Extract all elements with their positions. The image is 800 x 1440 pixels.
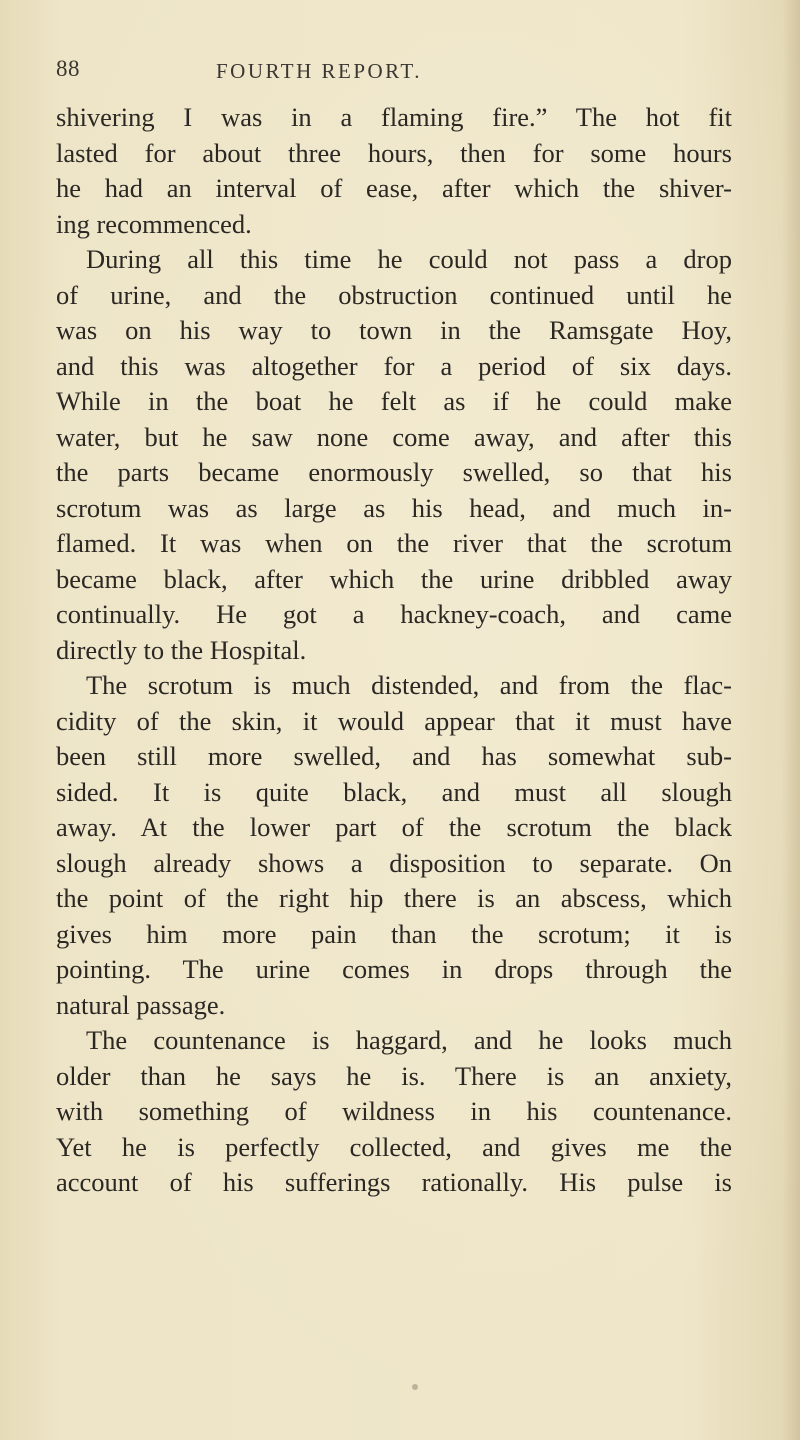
text-line: away. At the lower part of the scrotum the black bbox=[56, 812, 732, 842]
text-line: natural passage. bbox=[56, 989, 226, 1020]
page-number: 88 bbox=[56, 56, 80, 81]
text-line: pointing. The urine comes in drops through the bbox=[56, 954, 732, 984]
text-line: was on his way to town in the Ramsgate Hoy, bbox=[56, 315, 732, 345]
text-line: with something of wildness in his countenance. bbox=[56, 1096, 732, 1126]
text-line: shivering I was in a flaming fire.” The hot fit bbox=[56, 102, 732, 132]
text-line: of urine, and the obstruction continued until he bbox=[56, 279, 732, 310]
text-line: sided. It is quite black, and must all slough bbox=[56, 776, 732, 807]
text-line: ing recommenced. bbox=[56, 208, 252, 239]
text-line: became black, after which the urine dribbled away bbox=[56, 563, 732, 594]
text-line: flamed. It was when on the river that the scrotum bbox=[56, 528, 732, 558]
text-line: the parts became enormously swelled, so that his bbox=[56, 457, 732, 487]
text-line: During all this time he could not pass a drop bbox=[86, 244, 732, 274]
text-line: continually. He got a hackney-coach, and came bbox=[56, 599, 732, 629]
page-header bbox=[56, 56, 756, 86]
page-edge-shadow bbox=[782, 0, 800, 1440]
text-line: and this was altogether for a period of six days. bbox=[56, 350, 732, 381]
text-line: water, but he saw none come away, and after this bbox=[56, 421, 732, 452]
text-line: scrotum was as large as his head, and much in- bbox=[56, 492, 732, 523]
text-line: lasted for about three hours, then for some hours bbox=[56, 137, 732, 168]
text-line: the point of the right hip there is an abscess, which bbox=[56, 883, 732, 913]
running-head: FOURTH REPORT. bbox=[216, 59, 422, 83]
body-text bbox=[56, 100, 732, 1201]
text-line: The countenance is haggard, and he looks much bbox=[86, 1025, 732, 1055]
text-line: account of his sufferings rationally. His pulse is bbox=[56, 1167, 732, 1197]
text-line: older than he says he is. There is an anxiety, bbox=[56, 1060, 732, 1091]
text-line: directly to the Hospital. bbox=[56, 634, 307, 665]
text-line: Yet he is perfectly collected, and gives me the bbox=[56, 1131, 732, 1162]
text-line: The scrotum is much distended, and from the flac- bbox=[86, 670, 732, 700]
text-line: he had an interval of ease, after which the shiver- bbox=[56, 173, 732, 203]
text-line: While in the boat he felt as if he could make bbox=[56, 386, 732, 416]
text-line: gives him more pain than the scrotum; it is bbox=[56, 918, 732, 949]
text-line: cidity of the skin, it would appear that it must have bbox=[56, 705, 732, 736]
text-line: been still more swelled, and has somewhat sub- bbox=[56, 741, 732, 771]
paper-speck bbox=[412, 1384, 418, 1390]
text-line: slough already shows a disposition to separate. On bbox=[56, 847, 732, 878]
